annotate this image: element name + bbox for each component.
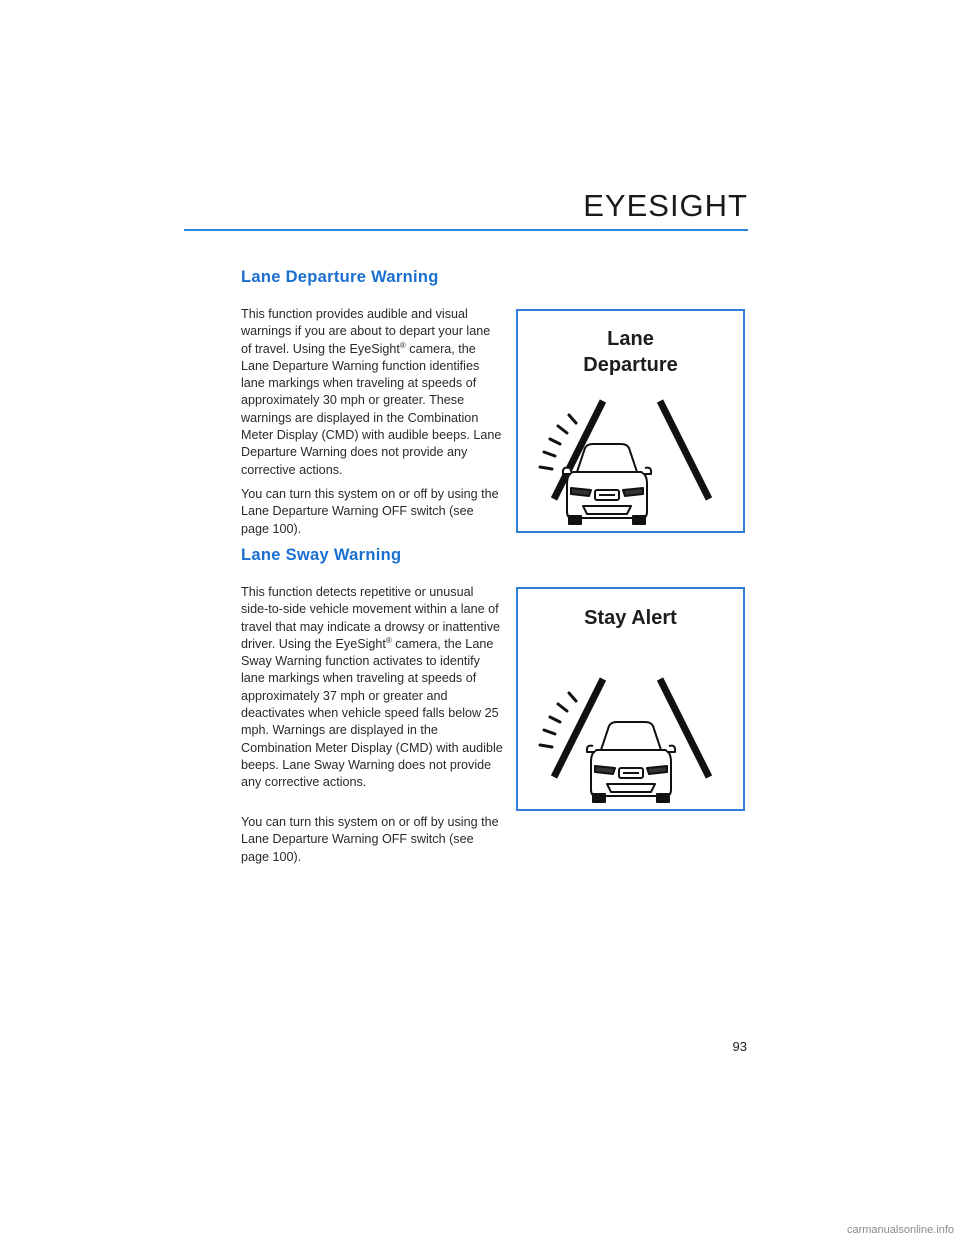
stay-alert-figure bbox=[516, 587, 745, 811]
lane-departure-switch-note: You can turn this system on or off by using the Lane Departure Warning OFF switch (see page 100). bbox=[241, 487, 499, 536]
car-lane-illustration-1 bbox=[518, 311, 743, 531]
lane-departure-figure-title: Lane Departure bbox=[583, 328, 678, 376]
lane-departure-description: This function provides audible and visual warnings if you are about to depart your lane of travel. Using the EyeSight® camera, the Lane Departure Warning function identifies lane markings when traveling at speeds of approximately 30 mph or greater. These warnings are displayed in the Combination Meter Display (CMD) with audible beeps. Lane Departure Warning does not provide any corrective actions. bbox=[241, 307, 502, 477]
car-lane-illustration-2 bbox=[518, 589, 743, 809]
car-front-icon bbox=[587, 722, 675, 802]
stay-alert-figure-title: Stay Alert bbox=[584, 607, 677, 629]
page-number: 93 bbox=[732, 1039, 747, 1054]
lane-departure-figure bbox=[516, 309, 745, 533]
section-heading-lane-sway: Lane Sway Warning bbox=[241, 546, 402, 564]
page-header-title: EYESIGHT bbox=[583, 188, 748, 223]
lane-sway-switch-note: You can turn this system on or off by using the Lane Departure Warning OFF switch (see page 100). bbox=[241, 815, 499, 864]
watermark-link[interactable]: carmanualsonline.info bbox=[846, 1224, 954, 1236]
header-divider bbox=[184, 229, 748, 231]
section-heading-lane-departure: Lane Departure Warning bbox=[241, 268, 439, 286]
lane-sway-description: This function detects repetitive or unusual side-to-side vehicle movement within a lane of travel that may indicate a drowsy or inattentive driver. Using the EyeSight® camera, the Lane Sway Warning function activates to identify lane markings when traveling at speeds of approximately 37 mph or greater and deactivates when vehicle speed falls below 25 mph. Warnings are displayed in the Combination Meter Display (CMD) with audible beeps. Lane Sway Warning does not provide any corrective actions. bbox=[241, 585, 503, 790]
lane-line-right bbox=[660, 401, 709, 499]
